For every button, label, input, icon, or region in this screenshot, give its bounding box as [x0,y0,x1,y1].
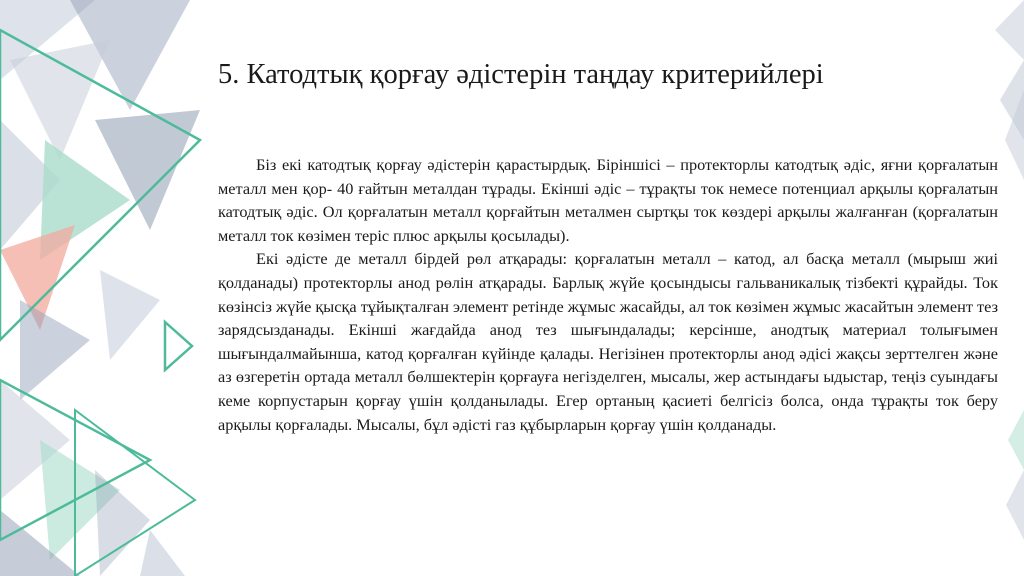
slide-title: 5. Катодтық қорғау әдістерін таңдау критерийлері [218,59,824,90]
slide-body [218,153,998,436]
deco-triangle [20,300,90,400]
deco-triangle [100,270,160,360]
deco-triangle [10,40,110,160]
deco-triangle [1006,470,1024,540]
deco-outline-triangle [165,322,192,370]
body-paragraph-2: Екі әдісте де металл бірдей рөл атқарады: қорғалатын металл – катод, ал басқа металл (мырыш жиі қолданады) протекторлы анод рөлін атқарады. Барлық жүйе қосындысы гальваникалық тізбекті құрайды. Ток көзінсіз жүйе қысқа тұйықталған элемент ретінде жұмыс жасайды, ал ток көзімен жұмыс жасайтын элемент тез зарядсызданады. Екінші жағдайда анод тез шығындалады; керсінше, анодтық материал толығымен шығындалмайынша, катод қорғалған күйінде қалады. Негізінен протекторлы анод әдісі жақсы зерттелген және аз өзгеретін ортада металл бөлшектерін қорғауға негізделген, мысалы, жер астындағы ыдыстар, теңіз суындағы кеме корпустарын қорғау үшін қолданылады. Егер ортаның қасиеті белгісіз болса, онда тұрақты ток беру арқылы қорғалады. Мысалы, бұл әдісті газ құбырларын қорғау үшін қолданады. [218,249,998,434]
deco-triangle [995,0,1024,60]
deco-triangle [1008,410,1024,470]
body-paragraph-1: Біз екі катодтық қорғау әдістерін қарастырдық. Біріншісі – протекторлы катодтық әдіс, яғни қорғалатын металл мен қор- 40 ғайтын металдан тұрады. Екінші әдіс – тұрақты ток немесе потенциал арқылы қорғалатын катодтық әдіс. Ол қорғалатын металл қорғайтын металмен сыртқы ток көздері арқылы жалғанған (қорғалатын металл ток көзімен теріс плюс арқылы қосылады). [218,155,998,245]
deco-triangle [140,530,185,576]
